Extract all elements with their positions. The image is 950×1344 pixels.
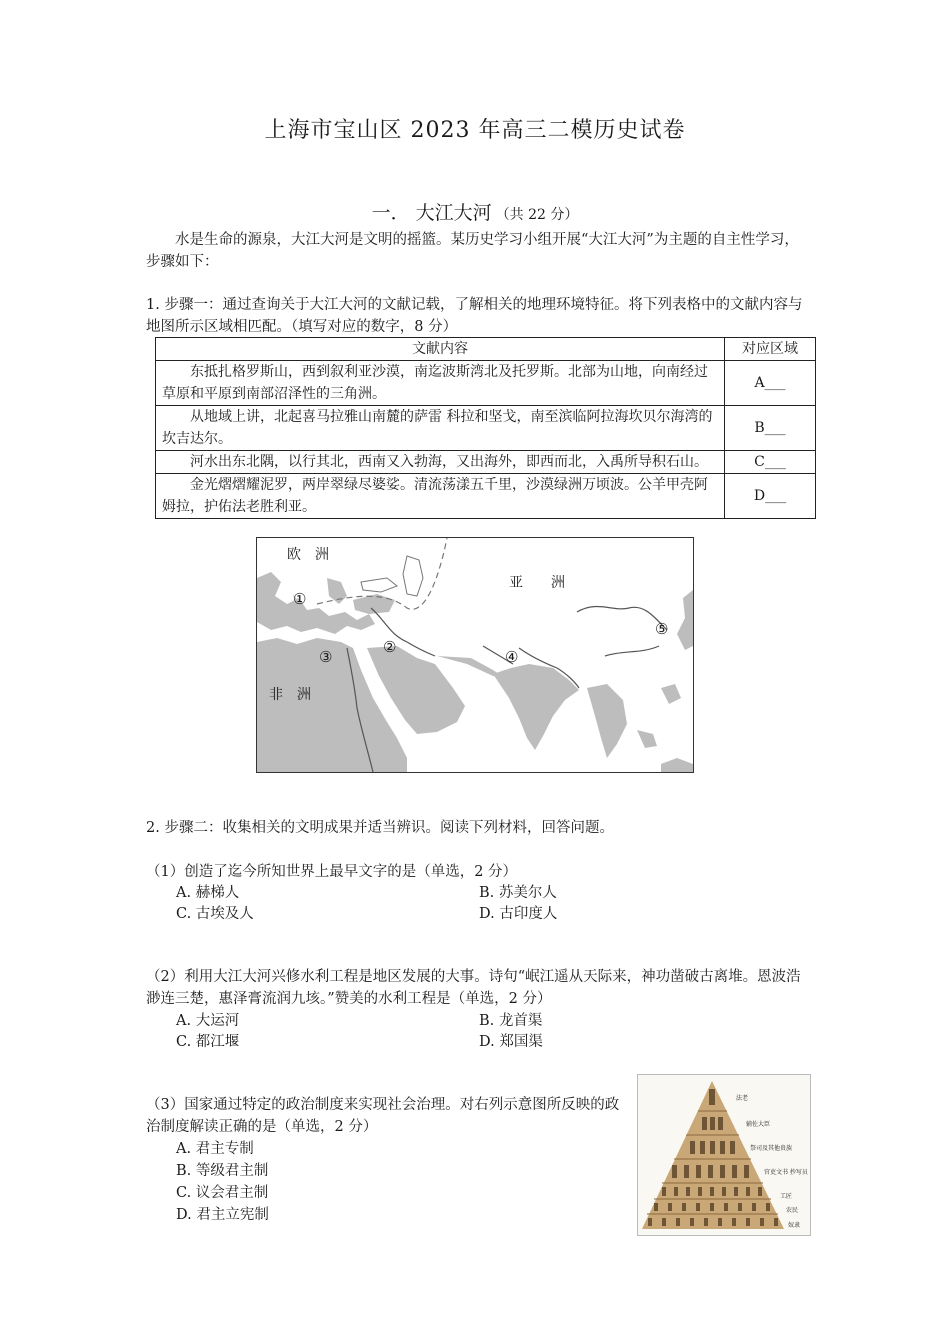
table-header-region: 对应区域: [725, 338, 816, 361]
map-marker-5: ⑤: [655, 620, 669, 638]
subquestion-2-option-c[interactable]: C. 都江堰: [176, 1034, 240, 1050]
map-marker-3: ③: [319, 648, 333, 666]
island-1: [637, 730, 657, 748]
table-cell-content: 河水出东北隅，以行其北，西南又入勃海，又出海外，即西而北，入禹所导积石山。: [156, 451, 725, 474]
indian-subcontinent: [493, 664, 579, 750]
subquestion-3-option-c[interactable]: C. 议会君主制: [176, 1185, 269, 1201]
section-heading: [0, 198, 950, 225]
map-label-asia: 亚 洲: [509, 575, 565, 591]
literature-table: [155, 337, 816, 519]
pyramid-label-farmers: 农民: [786, 1207, 799, 1214]
social-pyramid-figure: [637, 1074, 811, 1236]
section-heading-text: 一． 大江大河: [371, 202, 492, 224]
subquestion-3-option-a[interactable]: A. 君主专制: [176, 1141, 254, 1157]
pyramid-label-pharaoh: 法老: [736, 1095, 749, 1102]
subquestion-2-option-b[interactable]: B. 龙首渠: [479, 1013, 543, 1029]
subquestion-3-option-b[interactable]: B. 等级君主制: [176, 1163, 269, 1179]
yangtze-river: [605, 646, 659, 656]
subquestion-3-text: （3）国家通过特定的政治制度来实现社会治理。对右列示意图所反映的政治制度解读正确的是（单选，2 分）: [146, 1097, 620, 1135]
pyramid-label-slaves: 奴隶: [788, 1222, 801, 1229]
table-row: [156, 361, 816, 406]
pyramid-label-ministers: 辅佐大臣: [746, 1121, 771, 1128]
east-asia-coast: [677, 590, 693, 650]
section-score: （共 22 分）: [495, 207, 579, 223]
map-label-europe: 欧 洲: [287, 547, 329, 563]
answer-blank-b[interactable]: B___: [725, 406, 816, 451]
yellow-river: [577, 607, 667, 630]
subquestion-2-text: （2）利用大江大河兴修水利工程是地区发展的大事。诗句“岷江遥从天际来，神功凿破古离堆。恩波浩渺连三楚，惠泽膏流润九垓。”赞美的水利工程是（单选，2 分）: [146, 969, 801, 1007]
subquestion-2-option-d[interactable]: D. 郑国渠: [479, 1034, 543, 1050]
caspian-sea: [403, 556, 423, 596]
table-header-content: 文献内容: [156, 338, 725, 361]
table-cell-content: 金光熠熠耀泥罗，两岸翠绿尽婆娑。清流荡漾五千里，沙漠绿洲万顷波。公羊甲壳阿姆拉，护佑法老胜利亚。: [156, 474, 725, 519]
answer-blank-c[interactable]: C___: [725, 451, 816, 474]
black-sea: [361, 578, 397, 592]
intro-paragraph: 水是生命的源泉，大江大河是文明的摇篮。某历史学习小组开展“大江大河”为主题的自主性学习，步骤如下：: [146, 232, 799, 270]
subquestion-2-option-a[interactable]: A. 大运河: [176, 1013, 240, 1029]
subquestion-3-option-d[interactable]: D. 君主立宪制: [176, 1207, 269, 1223]
island-2: [661, 684, 681, 704]
table-cell-content: 东抵扎格罗斯山，西到叙利亚沙漠，南迄波斯湾北及托罗斯。北部为山地，向南经过草原和平原到南部沼泽性的三角洲。: [156, 361, 725, 406]
map-label-africa: 非 洲: [269, 687, 311, 703]
map-marker-2: ②: [383, 638, 397, 656]
subquestion-1-option-c[interactable]: C. 古埃及人: [176, 906, 254, 922]
answer-blank-a[interactable]: A___: [725, 361, 816, 406]
table-row: [156, 474, 816, 519]
question-2-text: 2. 步骤二：收集相关的文明成果并适当辨识。阅读下列材料，回答问题。: [146, 820, 614, 836]
table-cell-content: 从地域上讲，北起喜马拉雅山南麓的萨雷 科拉和坚戈，南至滨临阿拉海坎贝尔海湾的坎吉达尔。: [156, 406, 725, 451]
subquestion-1-text: （1）创造了迄今所知世界上最早文字的是（单选，2 分）: [146, 864, 518, 880]
indochina: [587, 684, 627, 758]
table-header-row: [156, 338, 816, 361]
ancient-civilizations-map: [256, 537, 694, 773]
pyramid-label-scribes: 官吏文书 抄写员: [764, 1169, 808, 1176]
subquestion-1-option-a[interactable]: A. 赫梯人: [176, 885, 240, 901]
map-marker-1: ①: [293, 590, 307, 608]
answer-blank-d[interactable]: D___: [725, 474, 816, 519]
question-1-text: 1. 步骤一：通过查询关于大江大河的文献记载，了解相关的地理环境特征。将下列表格中的文献内容与地图所示区域相匹配。（填写对应的数字，8 分）: [146, 297, 803, 335]
table-row: [156, 406, 816, 451]
subquestion-1-option-b[interactable]: B. 苏美尔人: [479, 885, 557, 901]
pyramid-graphic: [638, 1075, 810, 1235]
pyramid-label-craftsmen: 工匠: [780, 1193, 793, 1200]
table-row: [156, 451, 816, 474]
pyramid-label-priests: 祭司及其他贵族: [750, 1145, 793, 1152]
subquestion-1-option-d[interactable]: D. 古印度人: [479, 906, 558, 922]
page-title: 上海市宝山区 2023 年高三二模历史试卷: [264, 118, 686, 143]
map-marker-4: ④: [505, 648, 519, 666]
island-3: [661, 758, 693, 772]
